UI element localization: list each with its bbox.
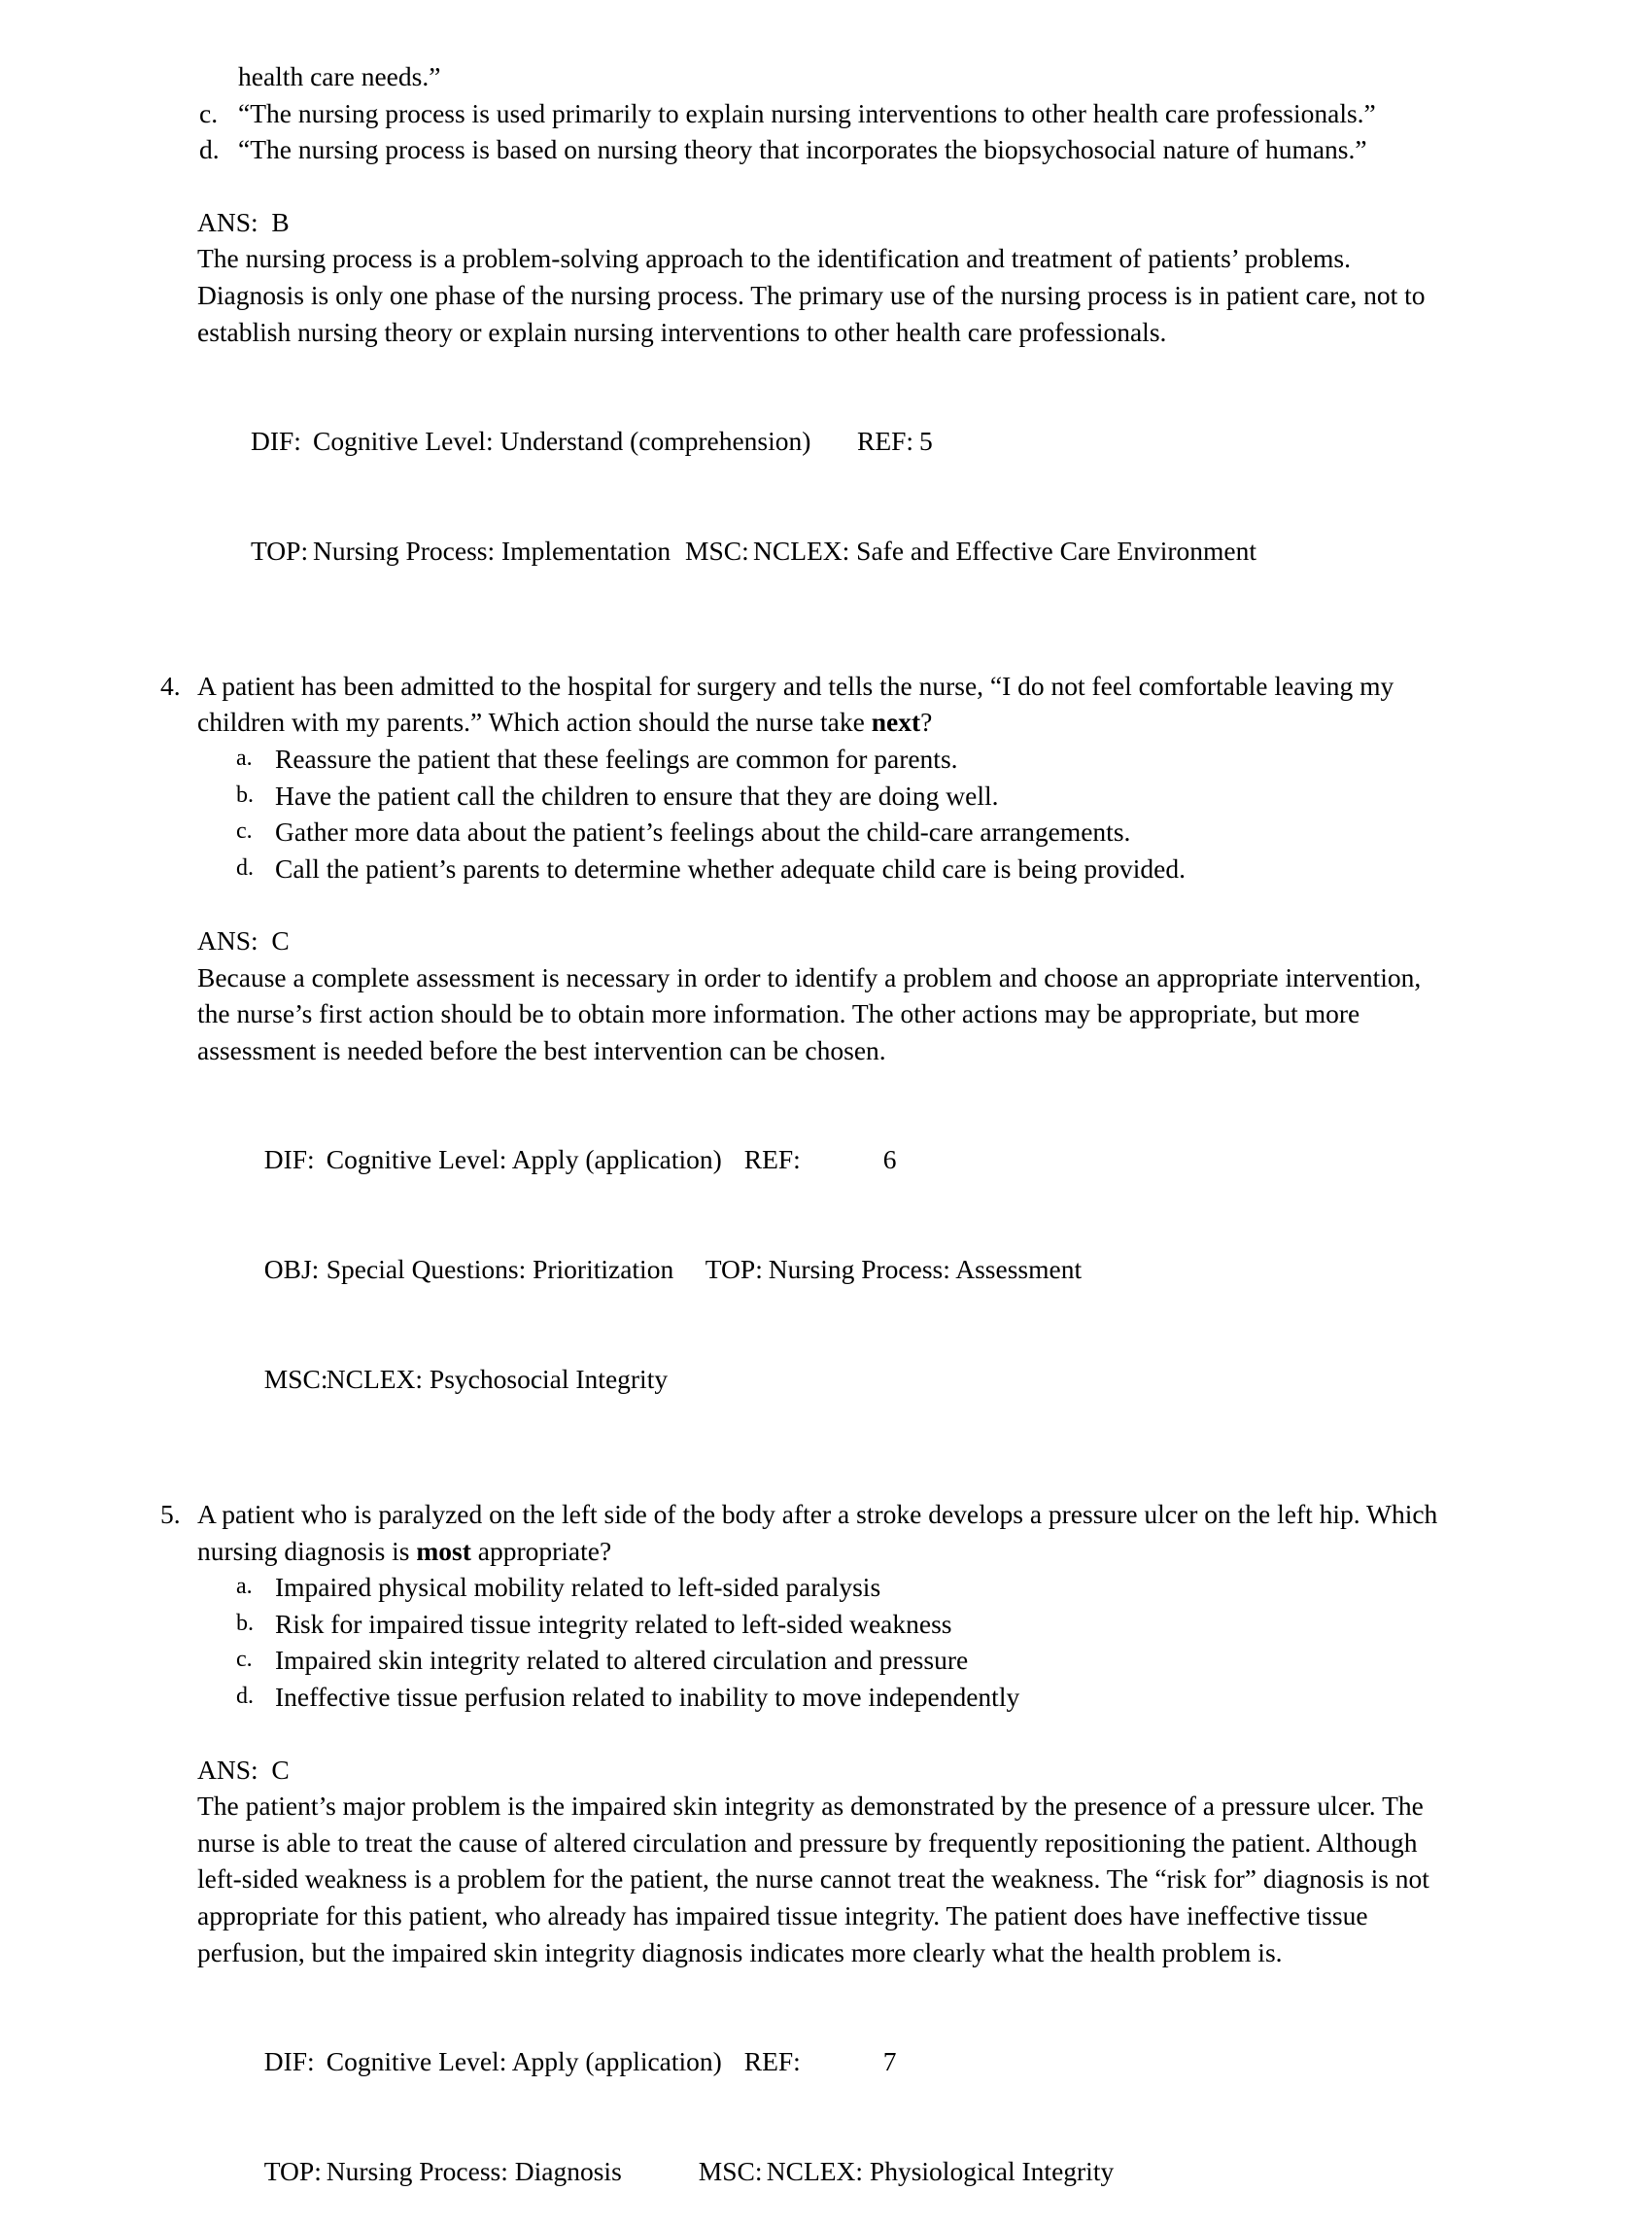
option-list-q5 bbox=[197, 1569, 1458, 1715]
question-stem-post: ? bbox=[920, 707, 933, 738]
option-text: Impaired skin integrity related to altered circulation and pressure bbox=[275, 1645, 969, 1676]
rationale-text: The patient’s major problem is the impaired skin integrity as demonstrated by the presence of a pressure ulcer. The nurse is able to treat the cause of altered circulation and pressure by frequently repositioning the patient. Although left-sided weakness is a problem for the patient, the nurse cannot treat the weakness. The “risk for” diagnosis is not appropriate for this patient, who already has impaired tissue integrity. The patient does have ineffective tissue perfusion, but the impaired skin integrity diagnosis indicates more clearly what the health problem is. bbox=[197, 1791, 1429, 1967]
answer-value: B bbox=[271, 206, 290, 237]
answer-label: ANS: bbox=[197, 206, 258, 237]
metadata-block-q5 bbox=[197, 2006, 1458, 2226]
metadata-value: NCLEX: Psychosocial Integrity bbox=[326, 1363, 669, 1394]
question-block-4 bbox=[160, 668, 1458, 1434]
metadata-value: Special Questions: Prioritization bbox=[326, 1254, 674, 1285]
option-marker: b. bbox=[236, 782, 254, 808]
option-text: “The nursing process is based on nursing theory that incorporates the biopsychosocial nature of humans.” bbox=[238, 134, 1367, 165]
metadata-value: Nursing Process: Diagnosis bbox=[326, 2155, 622, 2186]
option-item[interactable] bbox=[197, 1606, 1458, 1643]
rationale-text: Because a complete assessment is necessary in order to identify a problem and choose an appropriate intervention, the nurse’s first action should be to obtain more information. The other actions may be appropriate, but more assessment is needed before the best intervention can be chosen. bbox=[197, 961, 1422, 1066]
metadata-label: MSC: bbox=[263, 1363, 328, 1394]
answer-value: C bbox=[271, 925, 290, 956]
metadata-value: Cognitive Level: Understand (comprehension) bbox=[313, 425, 811, 456]
answer-label: ANS: bbox=[197, 925, 258, 956]
option-item[interactable] bbox=[197, 851, 1458, 887]
metadata-value: Cognitive Level: Apply (application) bbox=[326, 1144, 722, 1175]
option-item[interactable] bbox=[197, 1679, 1458, 1716]
answer-label: ANS: bbox=[197, 1754, 258, 1785]
metadata-value-2: 7 bbox=[882, 2045, 897, 2076]
answer-block-q3 bbox=[160, 204, 1458, 350]
question-block-5 bbox=[160, 1496, 1458, 2226]
metadata-label-2: TOP: bbox=[705, 1254, 763, 1285]
option-item[interactable] bbox=[197, 1642, 1458, 1679]
spacer bbox=[197, 1716, 1458, 1752]
question-stem bbox=[197, 668, 1458, 741]
option-marker: d. bbox=[236, 1683, 254, 1709]
option-marker: d. bbox=[236, 854, 254, 881]
metadata-block-q4 bbox=[197, 1105, 1458, 1434]
answer-line bbox=[197, 204, 1458, 241]
question-stem bbox=[197, 1496, 1458, 1569]
metadata-value-2: Nursing Process: Assessment bbox=[768, 1254, 1083, 1285]
answer-line bbox=[197, 922, 1458, 959]
option-item[interactable] bbox=[197, 778, 1458, 815]
metadata-row bbox=[197, 1105, 1458, 1215]
metadata-label: DIF: bbox=[263, 1144, 315, 1175]
option-item[interactable] bbox=[197, 1569, 1458, 1606]
option-text: Risk for impaired tissue integrity related to left-sided weakness bbox=[275, 1608, 952, 1639]
option-marker: c. bbox=[236, 1647, 253, 1673]
metadata-label: DIF: bbox=[251, 425, 301, 456]
answer-line bbox=[197, 1752, 1458, 1789]
metadata-label-2: MSC: bbox=[685, 535, 749, 566]
option-list-q4 bbox=[197, 741, 1458, 887]
answer-block-q5 bbox=[197, 1752, 1458, 1971]
question-number: 5. bbox=[160, 1499, 181, 1529]
option-marker: b. bbox=[236, 1610, 254, 1636]
metadata-block-q3 bbox=[160, 386, 1458, 606]
question-stem-emphasis: most bbox=[416, 1535, 471, 1566]
metadata-value-2: 5 bbox=[919, 425, 933, 456]
option-text: Ineffective tissue perfusion related to inability to move independently bbox=[275, 1681, 1020, 1712]
metadata-label-2: REF: bbox=[743, 1144, 801, 1175]
metadata-label: TOP: bbox=[251, 535, 309, 566]
metadata-row bbox=[197, 1214, 1458, 1324]
option-item[interactable] bbox=[197, 741, 1458, 778]
metadata-value-2: NCLEX: Physiological Integrity bbox=[766, 2155, 1115, 2186]
option-item[interactable] bbox=[160, 95, 1458, 132]
spacer bbox=[197, 887, 1458, 922]
metadata-row bbox=[197, 1324, 1458, 1434]
option-list-q3 bbox=[160, 95, 1458, 168]
option-item[interactable] bbox=[160, 131, 1458, 168]
spacer bbox=[160, 350, 1458, 386]
question-number: 4. bbox=[160, 670, 181, 701]
document-body bbox=[160, 58, 1458, 2226]
option-text: Have the patient call the children to ensure that they are doing well. bbox=[275, 780, 999, 811]
option-marker: d. bbox=[199, 134, 220, 165]
metadata-value: Cognitive Level: Apply (application) bbox=[326, 2045, 722, 2076]
spacer bbox=[197, 1069, 1458, 1105]
metadata-label: DIF: bbox=[263, 2045, 315, 2076]
question-stem-post: appropriate? bbox=[470, 1535, 612, 1566]
metadata-value-2: NCLEX: Safe and Effective Care Environment bbox=[753, 535, 1257, 566]
metadata-label-2: MSC: bbox=[698, 2155, 763, 2186]
spacer bbox=[160, 168, 1458, 204]
option-marker: c. bbox=[199, 97, 219, 128]
option-text: Reassure the patient that these feelings are common for parents. bbox=[275, 743, 958, 774]
option-item[interactable] bbox=[197, 814, 1458, 851]
question-stem-pre: A patient has been admitted to the hospital for surgery and tells the nurse, “I do not feel comfortable leaving my children with my parents.” Which action should the nurse take bbox=[197, 670, 1394, 738]
option-marker: a. bbox=[236, 1574, 253, 1600]
question-stem-emphasis: next bbox=[871, 707, 921, 738]
spacer bbox=[160, 606, 1458, 668]
answer-value: C bbox=[271, 1754, 290, 1785]
option-text: Call the patient’s parents to determine whether adequate child care is being provided. bbox=[275, 852, 1186, 884]
spacer bbox=[160, 1434, 1458, 1496]
metadata-row bbox=[197, 2116, 1458, 2226]
metadata-value: Nursing Process: Implementation bbox=[313, 535, 671, 566]
continued-option-text: health care needs.” bbox=[238, 61, 441, 91]
metadata-label-2: REF: bbox=[743, 2045, 801, 2076]
metadata-row bbox=[197, 386, 1458, 496]
option-text: Gather more data about the patient’s feelings about the child-care arrangements. bbox=[275, 817, 1131, 848]
metadata-row bbox=[197, 2006, 1458, 2116]
question-stem-pre: A patient who is paralyzed on the left side of the body after a stroke develops a pressure ulcer on the left hip. Which nursing diagnosis is bbox=[197, 1499, 1438, 1566]
metadata-label: OBJ: bbox=[263, 1254, 320, 1285]
metadata-value-2: 6 bbox=[882, 1144, 897, 1175]
spacer bbox=[197, 1970, 1458, 2006]
option-marker: c. bbox=[236, 818, 253, 845]
option-text: Impaired physical mobility related to left-sided paralysis bbox=[275, 1572, 881, 1603]
answer-block-q4 bbox=[197, 922, 1458, 1068]
option-marker: a. bbox=[236, 745, 253, 771]
rationale-text: The nursing process is a problem-solving approach to the identification and treatment of patients’ problems. Diagnosis is only one phase of the nursing process. The primary use of the nursing process is in patient care, not to establish nursing theory or explain nursing interventions to other health care professionals. bbox=[197, 243, 1426, 347]
option-text: “The nursing process is used primarily to explain nursing interventions to other health care professionals.” bbox=[238, 97, 1376, 128]
metadata-label: TOP: bbox=[263, 2155, 322, 2186]
metadata-label-2: REF: bbox=[857, 425, 914, 456]
metadata-row bbox=[197, 496, 1458, 606]
